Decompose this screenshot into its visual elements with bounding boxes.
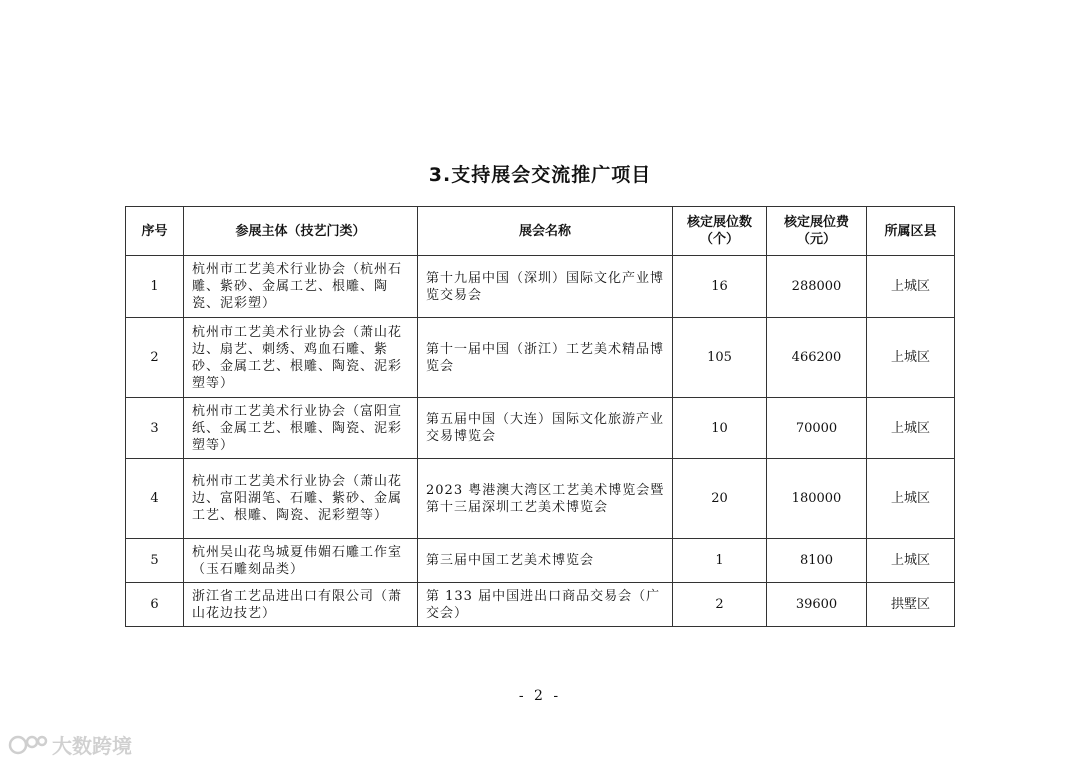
table-row <box>126 459 955 539</box>
cell-fair: 第十九届中国（深圳）国际文化产业博览交易会 <box>418 256 673 318</box>
cell-entity: 杭州市工艺美术行业协会（富阳宣纸、金属工艺、根雕、陶瓷、泥彩塑等） <box>184 398 418 459</box>
cell-no: 3 <box>126 398 184 459</box>
cell-no: 2 <box>126 318 184 398</box>
cell-booths: 2 <box>673 583 767 627</box>
cell-fair: 2023 粤港澳大湾区工艺美术博览会暨第十三届深圳工艺美术博览会 <box>418 459 673 539</box>
watermark <box>8 730 132 759</box>
header-district: 所属区县 <box>867 207 955 256</box>
table-row <box>126 256 955 318</box>
cell-district: 上城区 <box>867 256 955 318</box>
cell-district: 上城区 <box>867 539 955 583</box>
document-title: 3.支持展会交流推广项目 <box>428 164 652 186</box>
header-no: 序号 <box>126 207 184 256</box>
cell-fair: 第 133 届中国进出口商品交易会（广交会） <box>418 583 673 627</box>
cell-fee: 180000 <box>767 459 867 539</box>
table-row <box>126 583 955 627</box>
table-header-row <box>126 207 955 256</box>
header-fair: 展会名称 <box>418 207 673 256</box>
cell-district: 上城区 <box>867 459 955 539</box>
cell-no: 5 <box>126 539 184 583</box>
page-number: - 2 - <box>518 688 562 704</box>
header-fee: 核定展位费（元） <box>767 207 867 256</box>
cell-no: 6 <box>126 583 184 627</box>
cell-fee: 8100 <box>767 539 867 583</box>
table-row <box>126 318 955 398</box>
cell-entity: 杭州吴山花鸟城夏伟媚石雕工作室（玉石雕刻品类） <box>184 539 418 583</box>
cell-booths: 1 <box>673 539 767 583</box>
cell-district: 上城区 <box>867 398 955 459</box>
watermark-text: 大数跨境 <box>52 734 132 758</box>
cell-district: 拱墅区 <box>867 583 955 627</box>
table-row <box>126 398 955 459</box>
cell-no: 1 <box>126 256 184 318</box>
cell-fee: 466200 <box>767 318 867 398</box>
cell-no: 4 <box>126 459 184 539</box>
cell-fair: 第五届中国（大连）国际文化旅游产业交易博览会 <box>418 398 673 459</box>
project-table <box>125 206 955 627</box>
cell-fair: 第十一届中国（浙江）工艺美术精品博览会 <box>418 318 673 398</box>
cell-entity: 杭州市工艺美术行业协会（杭州石雕、紫砂、金属工艺、根雕、陶瓷、泥彩塑） <box>184 256 418 318</box>
cell-booths: 20 <box>673 459 767 539</box>
cell-district: 上城区 <box>867 318 955 398</box>
cell-booths: 105 <box>673 318 767 398</box>
cell-entity: 杭州市工艺美术行业协会（萧山花边、扇艺、刺绣、鸡血石雕、紫砂、金属工艺、根雕、陶瓷、泥彩塑等） <box>184 318 418 398</box>
cell-entity: 浙江省工艺品进出口有限公司（萧山花边技艺） <box>184 583 418 627</box>
cell-entity: 杭州市工艺美术行业协会（萧山花边、富阳湖笔、石雕、紫砂、金属工艺、根雕、陶瓷、泥彩塑等） <box>184 459 418 539</box>
header-booths: 核定展位数（个） <box>673 207 767 256</box>
table-row <box>126 539 955 583</box>
header-entity: 参展主体（技艺门类） <box>184 207 418 256</box>
watermark-logo-icon <box>8 733 48 757</box>
cell-booths: 10 <box>673 398 767 459</box>
cell-fee: 39600 <box>767 583 867 627</box>
cell-fee: 70000 <box>767 398 867 459</box>
cell-fee: 288000 <box>767 256 867 318</box>
cell-booths: 16 <box>673 256 767 318</box>
cell-fair: 第三届中国工艺美术博览会 <box>418 539 673 583</box>
